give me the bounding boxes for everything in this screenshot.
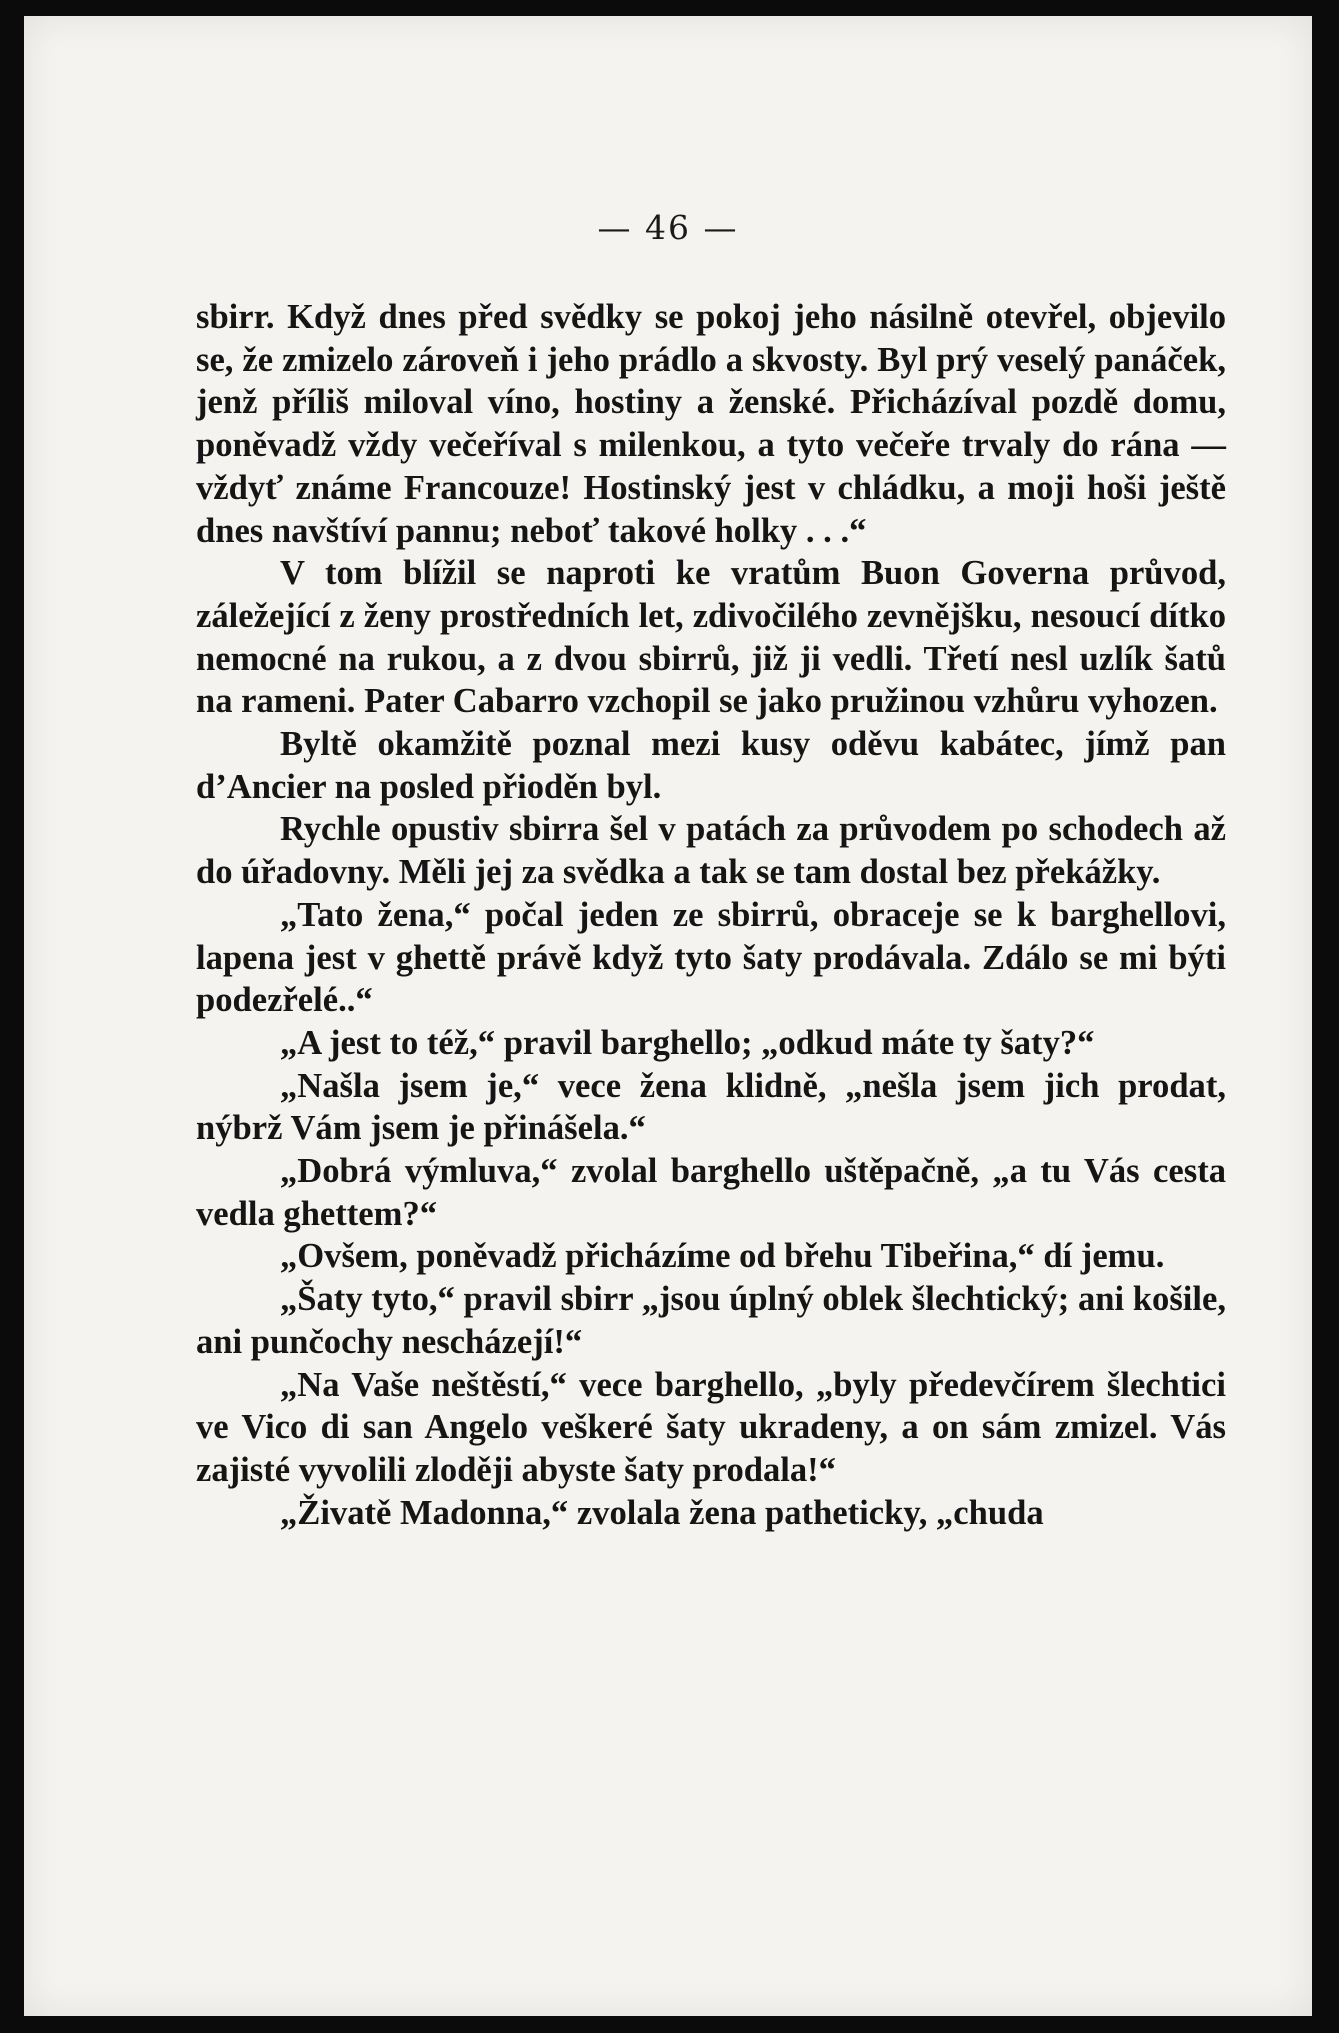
paragraph: V tom blížil se naproti ke vratům Buon Governa průvod, záležející z ženy prostředních let, zdivočilého zevnějšku, nesoucí dítko nemocné na rukou, a z dvou sbirrů, již ji vedli. Třetí nesl uzlík šatů na rameni. Pater Cabarro vzchopil se jako pružinou vzhůru vyhozen. [196,554,1226,721]
paragraph: „Dobrá výmluva,“ zvolal barghello uštěpačně, „a tu Vás cesta vedla ghettem?“ [196,1152,1226,1233]
paragraph: „Ovšem, poněvadž přicházíme od břehu Tibeřina,“ dí jemu. [280,1237,1165,1276]
paragraph: Rychle opustiv sbirra šel v patách za průvodem po schodech až do úřadovny. Měli jej za svědka a tak se tam dostal bez překážky. [196,810,1226,892]
paragraph: „Na Vaše neštěstí,“ vece barghello, „byly předevčírem šlechtici ve Vico di san Angelo veškeré šaty ukradeny, a on sám zmizel. Vás zajisté vyvolili zloději abyste šaty prodala!“ [196,1365,1226,1489]
paragraph: „Našla jsem je,“ vece žena klidně, „nešla jsem jich prodat, nýbrž Vám jsem je přinášela.“ [196,1066,1226,1148]
paragraph: „Tato žena,“ počal jeden ze sbirrů, obraceje se k barghellovi, lapena jest v ghettě právě když tyto šaty prodávala. Zdálo se mi býti podezřelé..“ [196,895,1226,1020]
paragraph: Byltě okamžitě poznal mezi kusy oděvu kabátec, jímž pan d’Ancier na posled přioděn byl. [196,725,1226,806]
book-page [24,16,1312,2016]
page-number: — 46 — [597,208,739,247]
paragraph: „A jest to též,“ pravil barghello; „odkud máte ty šaty?“ [280,1023,1095,1062]
paragraph: sbirr. Když dnes před svědky se pokoj jeho násilně otevřel, objevilo se, že zmizelo zároveň i jeho prádlo a skvosty. Byl prý veselý panáček, jenž příliš miloval víno, hostiny a ženské. Přicházíval pozdě domu, poněvadž vždy večeříval s milenkou, a tyto večeře trvaly do rána — vždyť známe Francouze! Hostinský jest v chládku, a moji hoši ještě dnes navštíví pannu; neboť takové holky . . .“ [196,298,1226,550]
paragraph: „Živatě Madonna,“ zvolala žena patheticky, „chuda [280,1493,1044,1532]
body-text [196,296,1226,1534]
paragraph: „Šaty tyto,“ pravil sbirr „jsou úplný oblek šlechtický; ani košile, ani punčochy nescházejí!“ [196,1280,1226,1361]
